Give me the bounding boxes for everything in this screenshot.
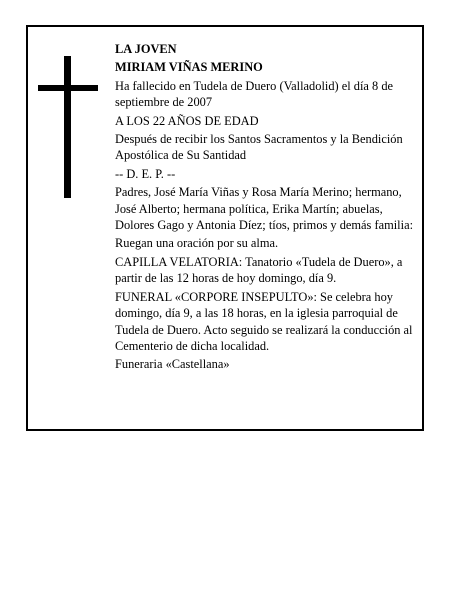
- prayer-line: Ruegan una oración por su alma.: [115, 236, 279, 251]
- funeral-home: Funeraria «Castellana»: [115, 357, 230, 372]
- death-info: Ha fallecido en Tudela de Duero (Valladolid) el día 8 de septiembre de 2007: [115, 78, 394, 110]
- cross-horizontal-bar: [38, 85, 98, 91]
- notice-header: LA JOVEN: [115, 42, 177, 56]
- family-paragraph: Padres, José María Viñas y Rosa María Merino; hermano, José Alberto; hermana política, Erika Martín; abuelas, Dolores Gago y Antonia Díez; tíos, primos y demás familia:: [115, 185, 414, 233]
- deceased-name: MIRIAM VIÑAS MERINO: [115, 60, 263, 75]
- sacraments-line: Después de recibir los Santos Sacramentos y la Bendición Apostólica de Su Santidad: [115, 132, 403, 163]
- notice-text: [115, 41, 423, 375]
- cross-vertical-bar: [64, 56, 71, 198]
- rip-line: -- D. E. P. --: [115, 166, 176, 181]
- funeral-paragraph: FUNERAL «CORPORE INSEPULTO»: Se celebra hoy domingo, día 9, a las 18 horas, en la iglesia parroquial de Tudela de Duero. Acto seguido se realizará la conducción al Cementerio de dicha localidad.: [115, 289, 413, 353]
- chapel-paragraph: CAPILLA VELATORIA: Tanatorio «Tudela de Duero», a partir de las 12 horas de hoy domingo, día 9.: [115, 254, 403, 286]
- obituary-notice: [26, 25, 424, 431]
- cross-icon: [38, 56, 98, 198]
- age-line: A LOS 22 AÑOS DE EDAD: [115, 113, 259, 128]
